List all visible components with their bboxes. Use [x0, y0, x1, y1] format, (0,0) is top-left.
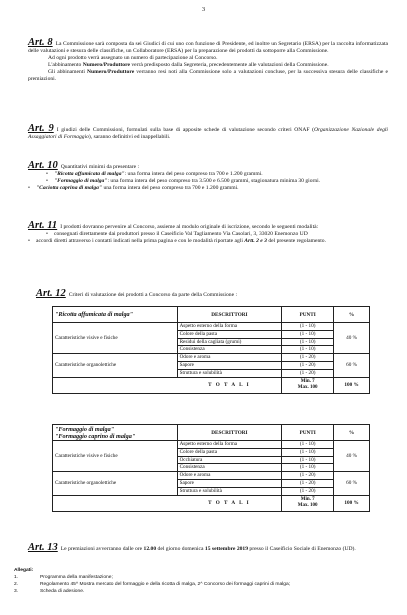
- art11-item-consegna: • consegnati direttamente dai produttori presso il Caseificio Val Tagliamento Via Casolari, 3, 33020 Enemonzo UD: [46, 231, 308, 237]
- group-name: Caratteristiche visive e fisiche: [53, 323, 178, 354]
- table-row: Struttura e solubilità (1 - 20): [53, 369, 370, 377]
- product-name: "Formaggio di malga" "Formaggio caprino di malga": [53, 425, 178, 441]
- criteria-table-ricotta: [52, 306, 370, 394]
- group-pct: 60 %: [334, 472, 370, 495]
- group-name: Caratteristiche organolettiche: [53, 472, 178, 495]
- total-row: [53, 495, 370, 511]
- table-header: [53, 425, 370, 441]
- table-row: Caratteristiche visive e fisiche Aspetto esterno della forma (1 - 10) 40 %: [53, 441, 370, 449]
- art8-section: [28, 38, 388, 83]
- art11-item-accordi: • accordi diretti attraverso i contatti indicati nella prima pagina e con le modalità riportate agli Artt. 2 e 3 del presente regolamento.: [28, 238, 327, 244]
- table-row: Consistenza (1 - 10): [53, 346, 370, 354]
- art9-label: Art. 9: [28, 123, 54, 134]
- table-row: Sapore (1 - 20): [53, 361, 370, 369]
- art8-p1: La Commissione sarà composta da sei Giudici di cui uno con funzione di Presidente, ed inoltre un Segretario (ERSA) per la raccolta informatizzata delle valutazioni e stesura delle classifiche, un Collaboratore (ERSA) per la preparazione dei prodotti da sottoporre alla Commissione.: [28, 41, 388, 54]
- total-range: Min. 7 Max. 100: [282, 495, 334, 511]
- table-row: Caratteristiche organolettiche Odore e aroma (1 - 20) 60 %: [53, 472, 370, 480]
- group-name: Caratteristiche organolettiche: [53, 354, 178, 377]
- art13-label: Art. 13: [28, 542, 58, 553]
- art11-label: Art. 11: [28, 220, 58, 231]
- art10-section: [28, 161, 388, 192]
- table-row: Struttura e solubilità (1 - 20): [53, 487, 370, 495]
- group-pct: 40 %: [334, 323, 370, 354]
- art12-section: [36, 289, 396, 299]
- product-name: "Ricotta affumicata di malga": [53, 307, 178, 323]
- total-row: [53, 377, 370, 393]
- page-number: 3: [201, 6, 206, 13]
- attachments-title: Allegati:: [14, 568, 34, 573]
- art13-section: Art. 13 Le premiazioni avverranno dalle ore 12.00 del giorno domenica 15 settembre 2019 presso il Caseificio Sociale di Enemonzo (UD).: [28, 542, 356, 553]
- attachments-list: [14, 567, 394, 595]
- col-punti: PUNTI: [282, 307, 334, 323]
- art10-label: Art. 10: [28, 160, 58, 171]
- art11-section: [28, 221, 388, 245]
- col-percent: %: [334, 307, 370, 323]
- total-range: Min. 7 Max. 100: [282, 377, 334, 393]
- art12-text: Criteri di valutazione dei prodotti a Concorso da parte della Commissione :: [68, 292, 238, 298]
- art8-label: Art. 8: [28, 37, 53, 48]
- art10-intro: Quantitativi minimi da presentare :: [60, 164, 140, 170]
- group-pct: 60 %: [334, 354, 370, 377]
- table-row: Colore della pasta (1 - 10): [53, 330, 370, 338]
- col-punti: PUNTI: [282, 425, 334, 441]
- art8-p3: L'abbinamento Numero/Produttore verrà predisposto dalla Segreteria, precedentemente alle valutazioni della Commissione.: [48, 62, 329, 68]
- col-percent: %: [334, 425, 370, 441]
- table-row: Caratteristiche organolettiche Odore e aroma (1 - 20) 60 %: [53, 354, 370, 362]
- col-descrittori: DESCRITTORI: [177, 307, 282, 323]
- list-item: 1. Programma della manifestazione;: [14, 575, 113, 580]
- table-row: Caratteristiche visive e fisiche Aspetto esterno della forma (1 - 10) 40 %: [53, 323, 370, 331]
- col-descrittori: DESCRITTORI: [177, 425, 282, 441]
- art9-section: Art. 9 I giudizi delle Commissioni, formulati sulla base di apposite schede di valutazione secondo criteri ONAF (Organizzazione Nazionale degli Assaggiatori di Formaggio), saranno definitivi ed inappellabili.: [28, 123, 388, 140]
- list-item: 2. Regolamento 45^ Mostra mercato del formaggio e della ricotta di malga, 2^ Concorso dei formaggi caprini di malga;: [14, 582, 291, 587]
- total-label: T O T A L I: [177, 495, 282, 511]
- art10-item-ricotta: • "Ricotta affumicata di malga": una forma intera del peso compreso tra 700 e 1.200 grammi.: [46, 171, 263, 177]
- table-row: Occhiatura (1 - 10): [53, 456, 370, 464]
- table-row: Sapore (1 - 20): [53, 479, 370, 487]
- art10-item-formaggio: • "Formaggio di malga": una forma intera del peso compreso tra 3.500 e 6.500 grammi, stagionatura minima 30 giorni.: [46, 178, 321, 184]
- table-header: [53, 307, 370, 323]
- total-pct: 100 %: [334, 495, 370, 511]
- art10-item-caciotta: • "Caciotta caprina di malga" una forma intera del peso compreso tra 700 e 1.200 grammi.: [28, 185, 239, 191]
- art8-p2: Ad ogni prodotto verrà assegnato un numero di partecipazione al Concorso.: [48, 55, 218, 61]
- art12-label: Art. 12: [36, 288, 66, 299]
- table-row: Consistenza (1 - 10): [53, 464, 370, 472]
- table-row: Residui della cagliata (grumi) (1 - 10): [53, 338, 370, 346]
- group-pct: 40 %: [334, 441, 370, 472]
- total-pct: 100 %: [334, 377, 370, 393]
- list-item: 3. Scheda di adesione.: [14, 589, 85, 594]
- total-label: T O T A L I: [177, 377, 282, 393]
- group-name: Caratteristiche visive e fisiche: [53, 441, 178, 472]
- art11-text: I prodotti dovranno pervenire al Concorso, assieme al modulo originale di iscrizione, secondo le seguenti modalità:: [60, 224, 319, 230]
- table-row: Colore della pasta (1 - 10): [53, 448, 370, 456]
- criteria-table-formaggio: [52, 424, 370, 512]
- art8-p4: Gli abbinamenti Numero/Produttore verranno resi noti alla Commissione solo a valutazioni concluse, per la successiva stesura delle classifiche e premiazioni.: [28, 69, 388, 82]
